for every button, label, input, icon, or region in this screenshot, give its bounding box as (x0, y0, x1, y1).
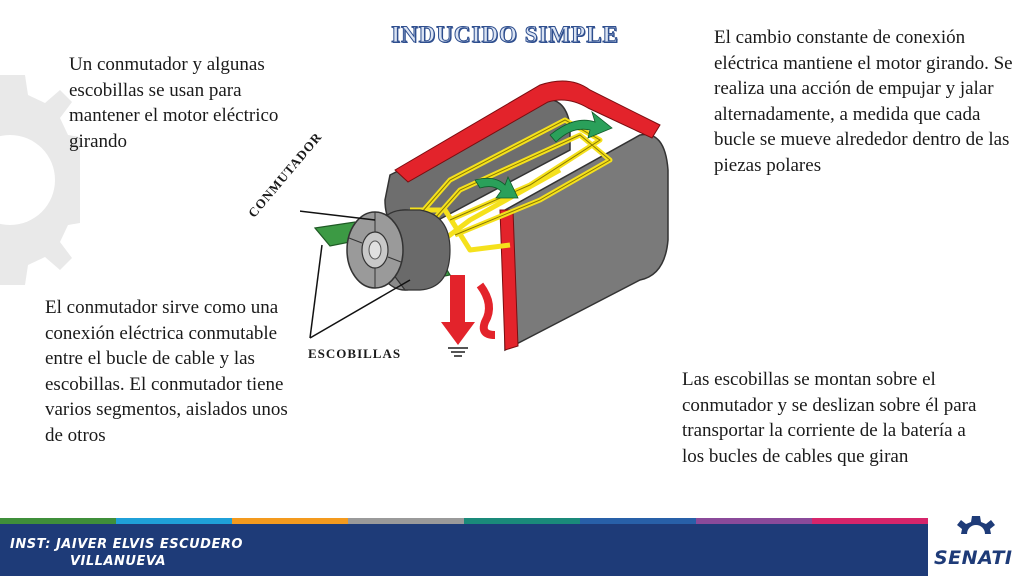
gear-logo-icon (928, 512, 1024, 552)
pointer-brush-1 (310, 245, 322, 338)
armature-diagram (300, 60, 670, 360)
gear-watermark-icon (0, 55, 80, 305)
text-commutator-intro: Un conmutador y algunas escobillas se usan para mantener el motor eléctrico girando (69, 54, 279, 152)
slide-title: INDUCIDO SIMPLE (391, 22, 619, 47)
author-line-1: INST: JAIVER ELVIS ESCUDERO (10, 537, 243, 552)
author-line-2: VILLANUEVA (70, 554, 167, 569)
label-brushes: ESCOBILLAS (308, 346, 402, 361)
pointer-brush-2 (310, 280, 410, 338)
text-connection-change: El cambio constante de conexión eléctrica mantiene el motor girando. Se realiza una acción de empujar y jalar alternadamente, a medida que cada bucle se mueve alrededor dentro de las piezas polares (714, 27, 1013, 176)
text-brushes-function: Las escobillas se montan sobre el conmutador y se deslizan sobre él para transportar la corriente de la batería a los bucles de cables que giran (682, 369, 977, 467)
author-credit (10, 536, 243, 570)
logo-text: SENATI (934, 547, 1013, 569)
text-commutator-function: El conmutador sirve como una conexión eléctrica conmutable entre el bucle de cable y las escobillas. El conmutador tiene varios segmentos, aislados unos de otros (45, 297, 288, 446)
label-commutator: CONMUTADOR (244, 129, 325, 221)
current-down-arrow (441, 275, 475, 345)
